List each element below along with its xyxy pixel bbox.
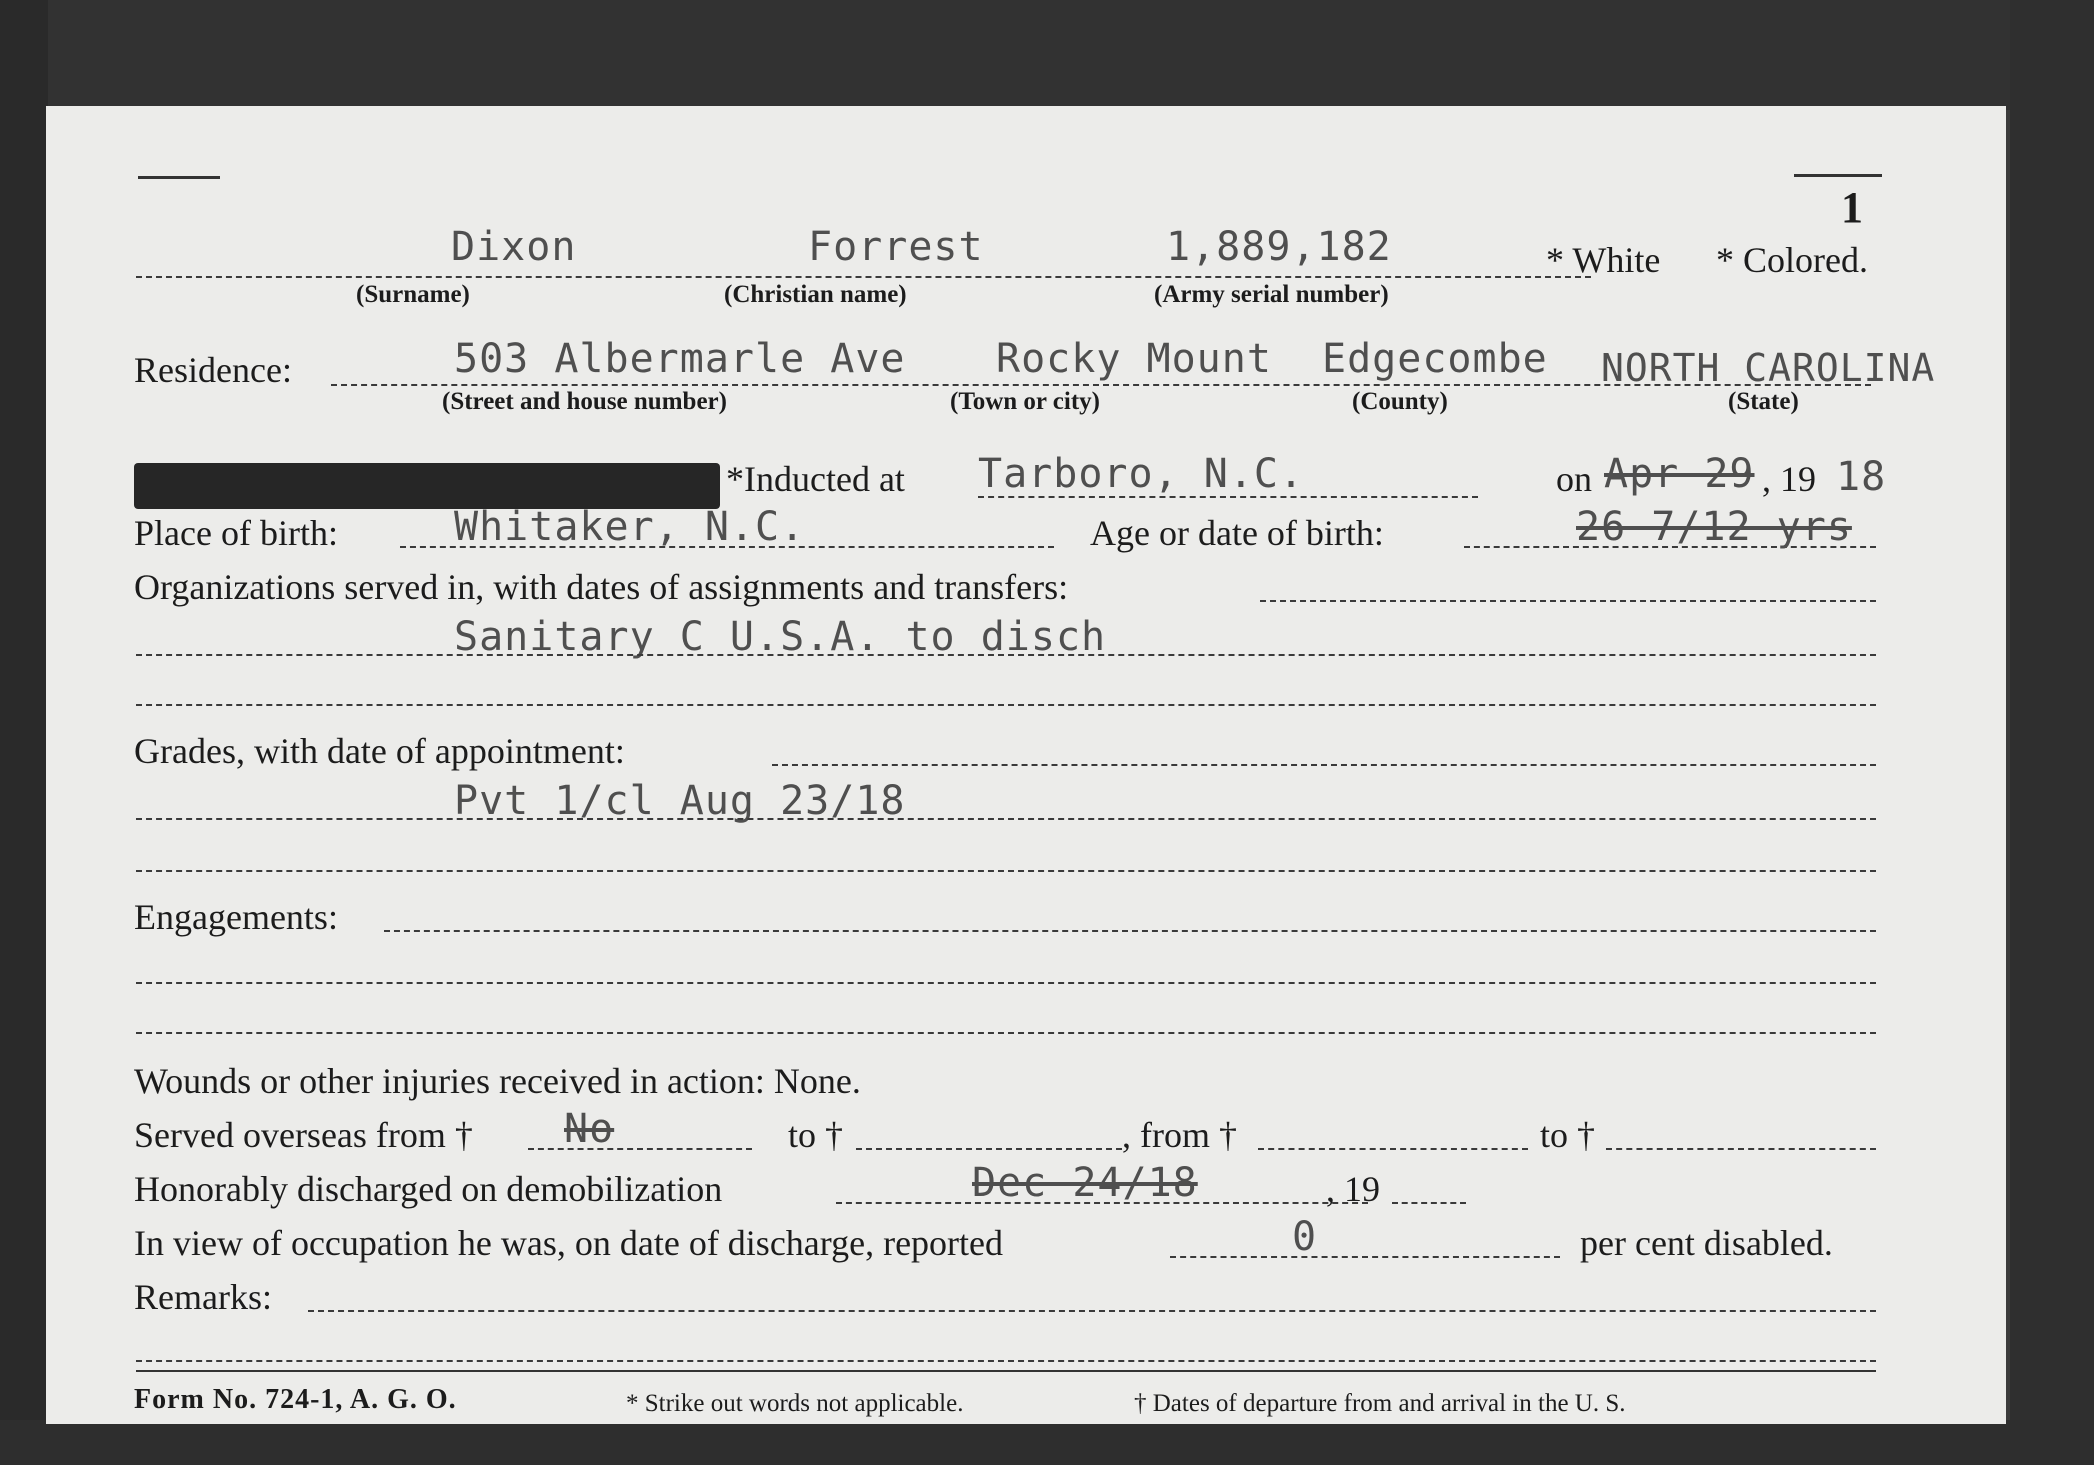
street-caption: (Street and house number) [442, 388, 727, 415]
engagements-line-3 [136, 1032, 1876, 1034]
grades-value: Pvt 1/cl Aug 23/18 [454, 778, 906, 824]
overseas-from-line-2 [1258, 1148, 1528, 1150]
induction-date-value: Apr 29 [1604, 451, 1755, 497]
on-label: on [1556, 459, 1592, 499]
footer-rule [136, 1370, 1876, 1372]
induction-year-value: 18 [1836, 454, 1887, 500]
grades-line-3 [136, 870, 1876, 872]
organizations-label: Organizations served in, with dates of assignments and transfers: [134, 567, 1069, 607]
discharge-year-line [1392, 1202, 1466, 1204]
background-right [2010, 0, 2094, 1465]
inducted-place-value: Tarboro, N.C. [978, 451, 1305, 497]
race-white-label: * White [1546, 240, 1661, 280]
strike-note: * Strike out words not applicable. [626, 1390, 964, 1417]
age-value: 26 7/12 yrs [1576, 504, 1852, 550]
residence-label: Residence: [134, 350, 292, 390]
overseas-to-label: to † [788, 1115, 844, 1155]
organizations-line-2 [136, 654, 1876, 656]
age-label: Age or date of birth: [1090, 513, 1384, 553]
county-caption: (County) [1352, 388, 1448, 415]
name-line [136, 276, 1591, 278]
surname-value: Dixon [451, 224, 577, 270]
place-of-birth-value: Whitaker, N.C. [454, 504, 806, 550]
corner-mark [138, 176, 220, 179]
surname-caption: (Surname) [356, 281, 470, 308]
disability-label: In view of occupation he was, on date of discharge, reported [134, 1223, 1004, 1263]
grades-line-2 [136, 818, 1876, 820]
card-number: 1 [1841, 183, 1863, 232]
overseas-to-label-2: to † [1540, 1115, 1596, 1155]
disability-suffix: per cent disabled. [1580, 1223, 1833, 1263]
inducted-label: *Inducted at [726, 459, 905, 499]
service-record-card [46, 106, 2006, 1424]
county-value: Edgecombe [1322, 336, 1548, 382]
disability-line [1170, 1256, 1560, 1258]
dates-note: † Dates of departure from and arrival in the U. S. [1134, 1390, 1626, 1417]
overseas-label: Served overseas from † [134, 1115, 473, 1155]
grades-line-1 [772, 764, 1876, 766]
serial-number-caption: (Army serial number) [1154, 281, 1389, 308]
christian-name-caption: (Christian name) [724, 281, 907, 308]
state-value: NORTH CAROLINA [1601, 346, 1936, 390]
state-caption: (State) [1728, 388, 1799, 415]
race-colored-label: * Colored. [1716, 240, 1868, 280]
overseas-to-line [856, 1148, 1122, 1150]
overseas-from-label-2: , from † [1122, 1115, 1237, 1155]
grades-label: Grades, with date of appointment: [134, 731, 625, 771]
town-caption: (Town or city) [950, 388, 1100, 415]
overseas-from-line [528, 1148, 752, 1150]
engagements-line-1 [384, 930, 1876, 932]
engagements-label: Engagements: [134, 897, 338, 937]
disability-value: 0 [1292, 1214, 1318, 1260]
form-number: Form No. 724-1, A. G. O. [134, 1384, 457, 1415]
organizations-line-1 [1260, 600, 1876, 602]
place-of-birth-label: Place of birth: [134, 513, 338, 553]
discharge-label: Honorably discharged on demobilization [134, 1169, 723, 1209]
background-top [0, 0, 2094, 110]
wounds-label: Wounds or other injuries received in action: None. [134, 1061, 861, 1101]
christian-name-value: Forrest [808, 224, 984, 270]
organizations-line-3 [136, 704, 1876, 706]
corner-mark-right [1794, 174, 1882, 177]
discharge-year-label: , 19 [1326, 1169, 1380, 1209]
street-value: 503 Albermarle Ave [454, 336, 906, 382]
remarks-line-2 [136, 1360, 1876, 1362]
redaction-bar [134, 463, 720, 509]
engagements-line-2 [136, 982, 1876, 984]
overseas-value: No [564, 1106, 615, 1152]
discharge-value: Dec 24/18 [972, 1160, 1198, 1206]
town-value: Rocky Mount [996, 336, 1272, 382]
background-left [0, 0, 48, 1465]
organizations-value: Sanitary C U.S.A. to disch [454, 614, 1107, 660]
remarks-line-1 [308, 1310, 1876, 1312]
remarks-label: Remarks: [134, 1277, 272, 1317]
serial-number-value: 1,889,182 [1166, 224, 1392, 270]
background-bottom [0, 1420, 2094, 1465]
overseas-to-line-2 [1606, 1148, 1876, 1150]
induction-line [978, 496, 1478, 498]
year-prefix: , 19 [1762, 459, 1816, 499]
